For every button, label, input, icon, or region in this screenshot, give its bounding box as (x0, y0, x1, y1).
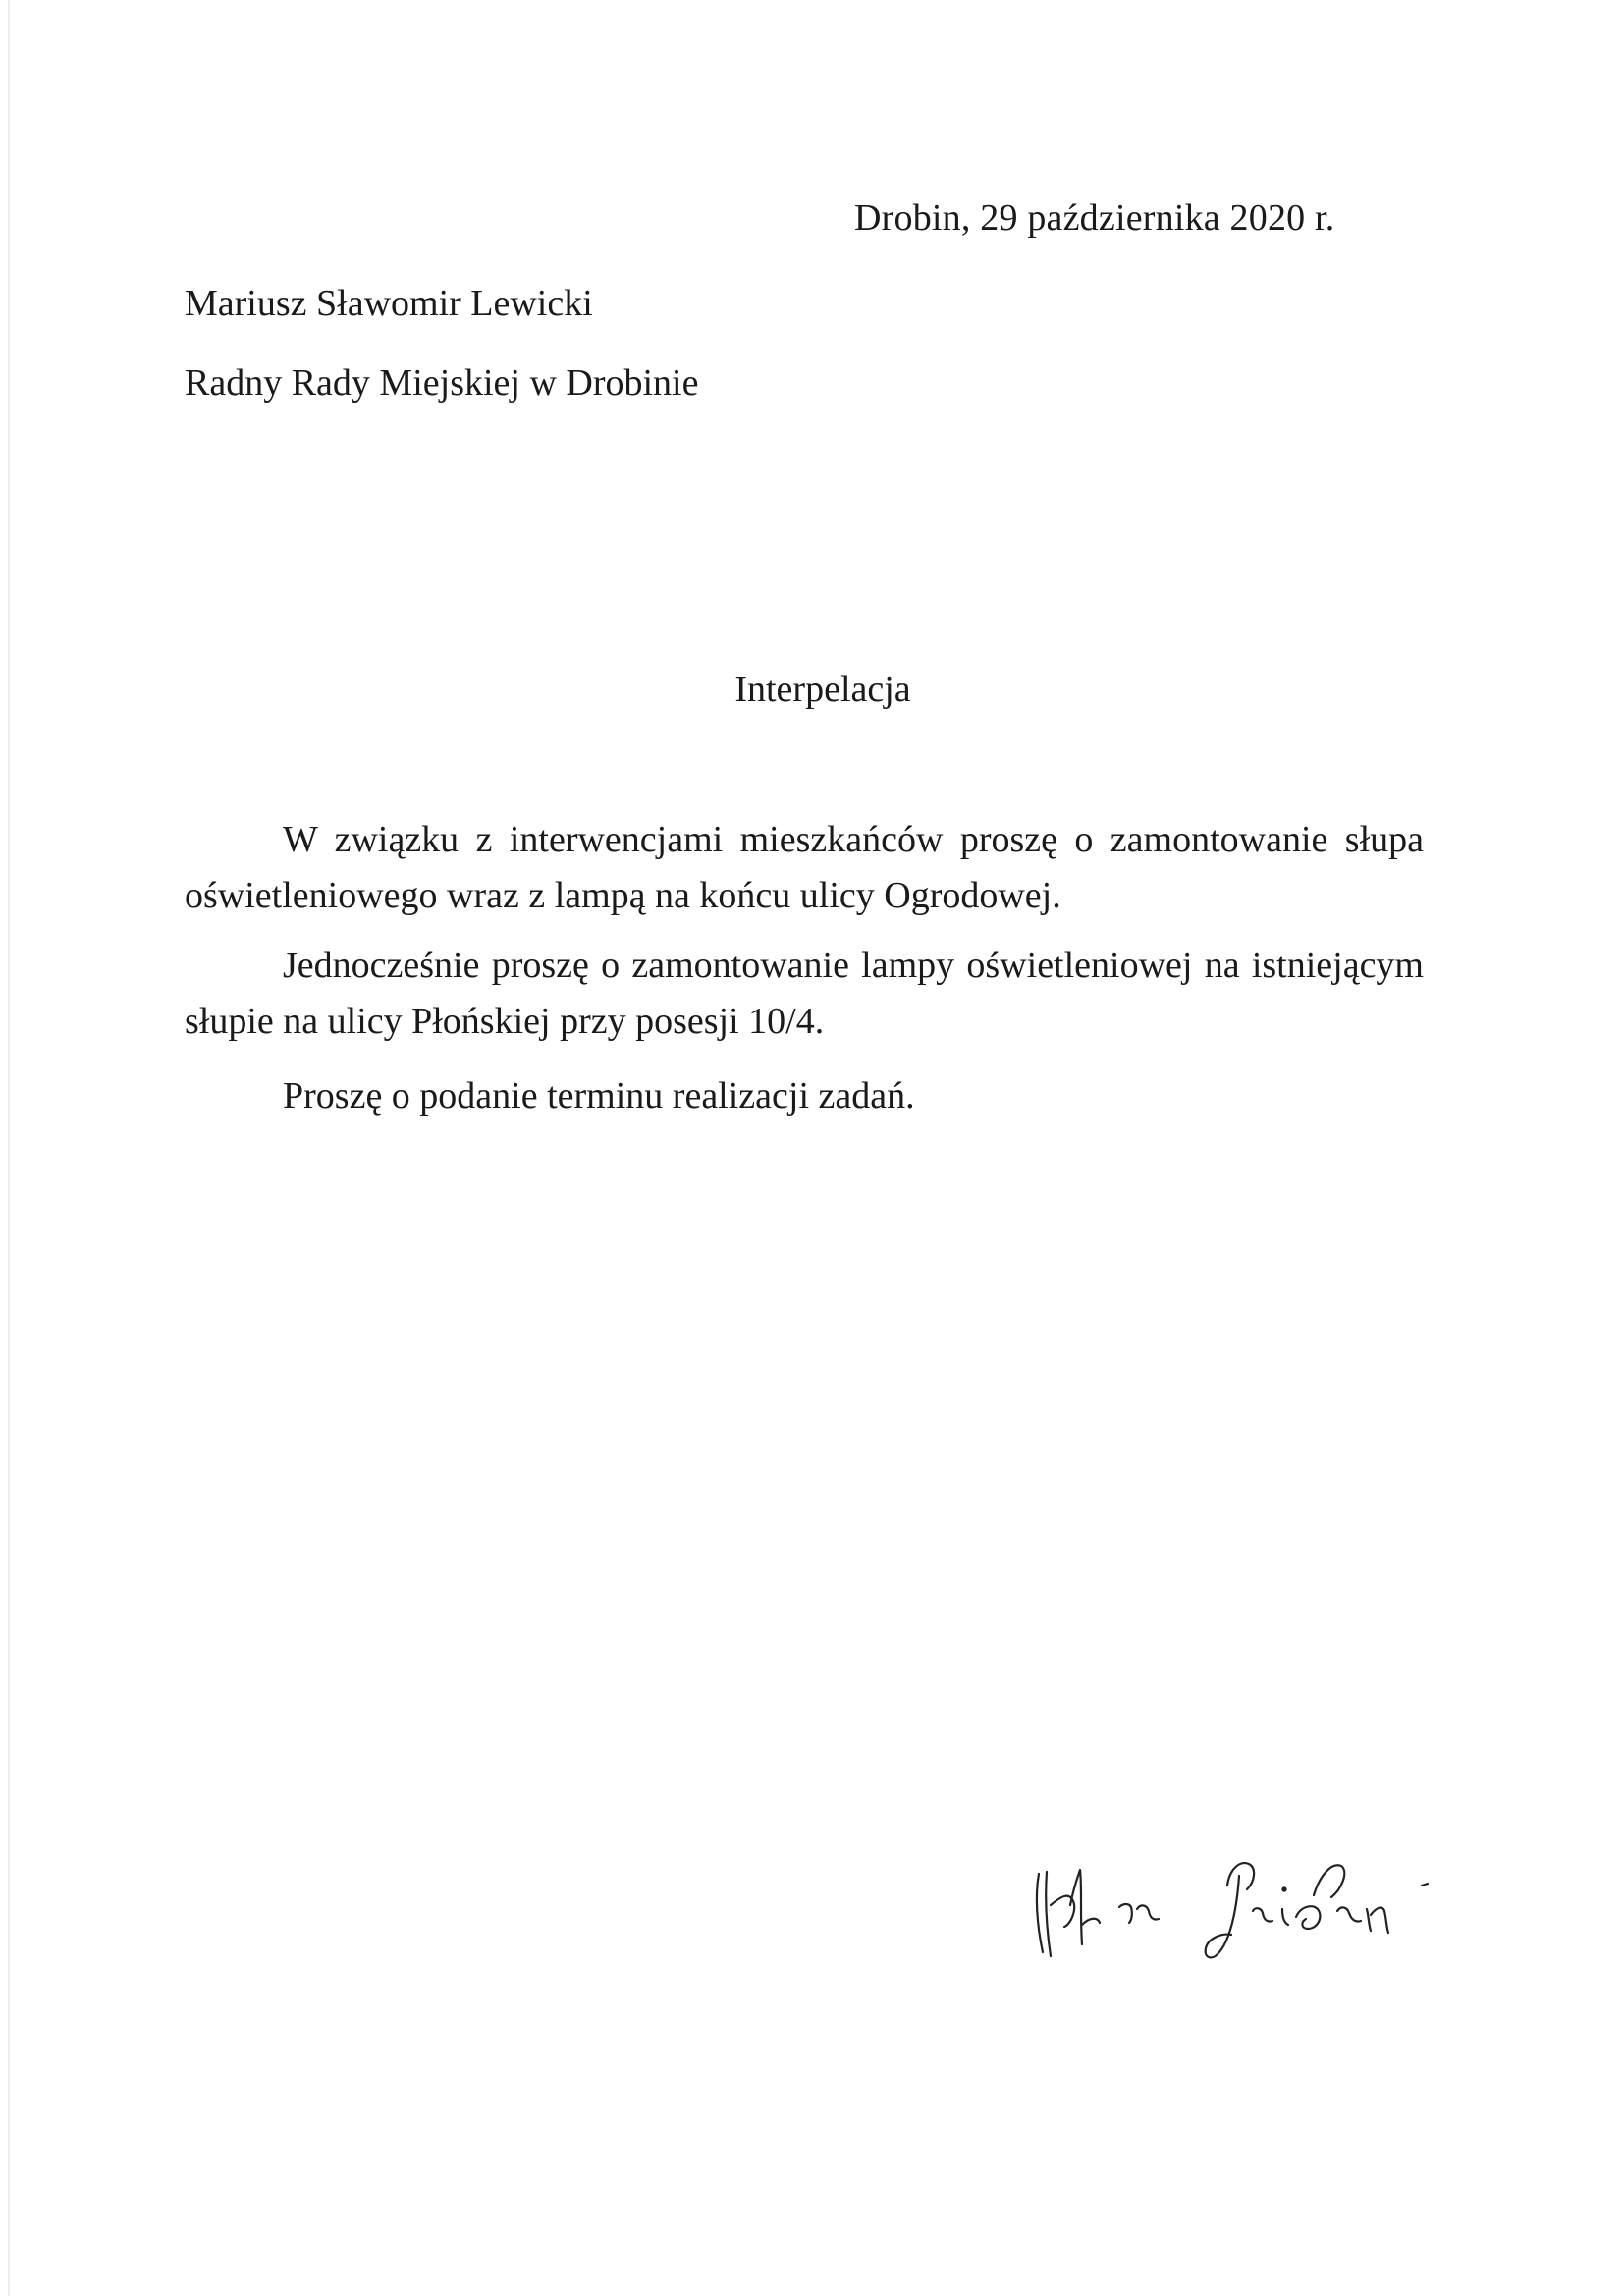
handwritten-signature-icon (1021, 1846, 1453, 1974)
author-role: Radny Rady Miejskiej w Drobinie (185, 362, 699, 404)
author-name: Mariusz Sławomir Lewicki (185, 283, 593, 324)
body-paragraph-2-text: Jednocześnie proszę o zamontowanie lampy oświetleniowej na istniejącym słupie na ulicy Płońskiej przy posesji 10/4. (185, 945, 1424, 1042)
body-paragraph-3-text: Proszę o podanie terminu realizacji zadań. (283, 1075, 915, 1117)
body-paragraph-3 (185, 1068, 1424, 1124)
scan-edge (8, 0, 10, 2296)
date-line: Drobin, 29 października 2020 r. (854, 197, 1335, 239)
body-paragraph-2 (185, 938, 1424, 1050)
body-paragraph-1-text: W związku z interwencjami mieszkańców proszę o zamontowanie słupa oświetleniowego wraz z lampą na końcu ulicy Ogrodowej. (185, 819, 1424, 916)
document-title: Interpelacja (734, 669, 911, 710)
body-paragraph-1 (185, 812, 1424, 924)
